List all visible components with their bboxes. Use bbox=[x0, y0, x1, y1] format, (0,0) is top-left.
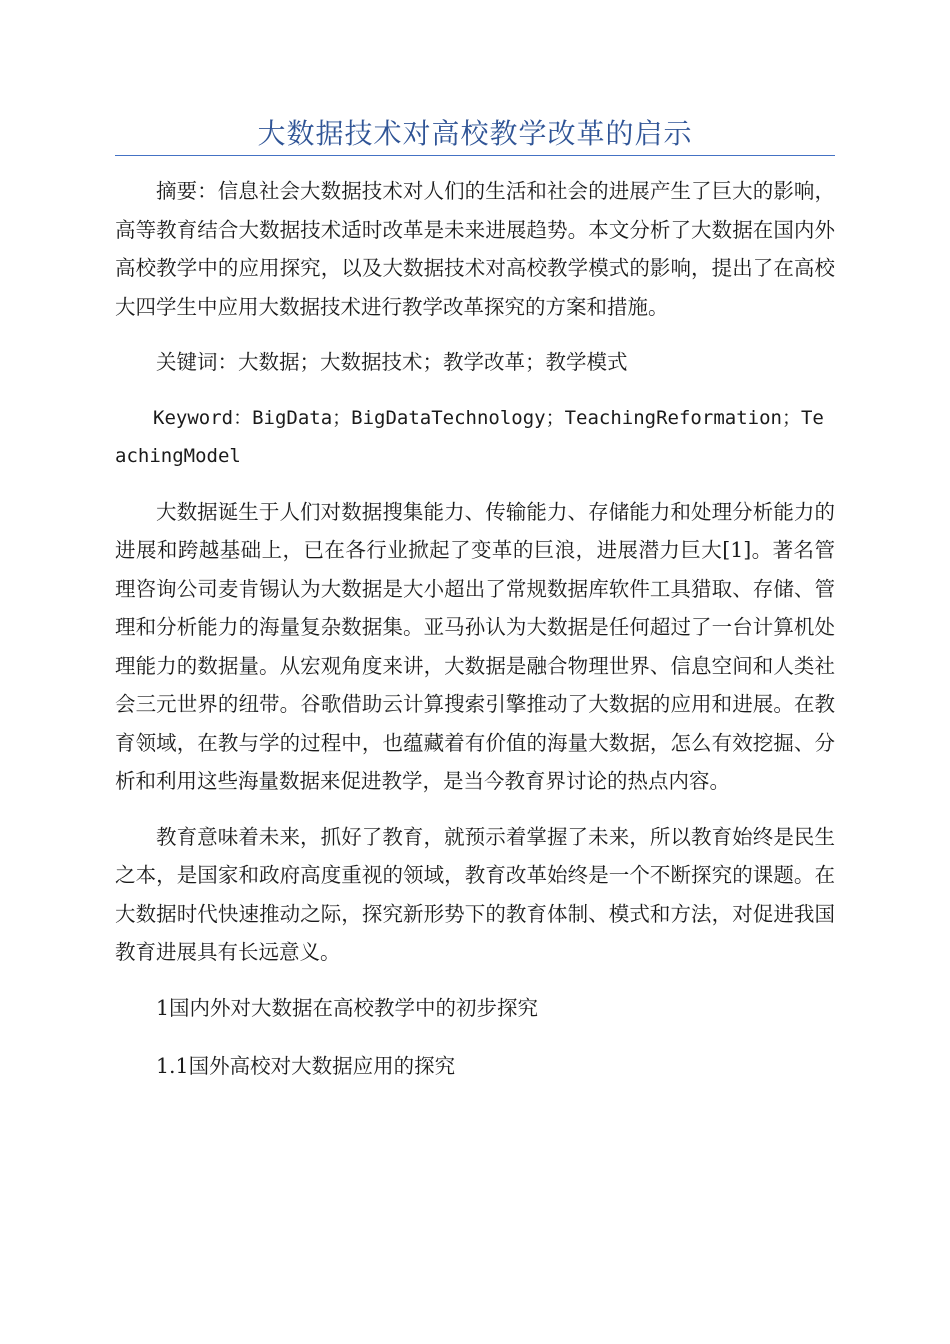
keywords-english: Keyword：BigData；BigDataTechnology；TeachingReformation；TeachingModel bbox=[115, 406, 824, 467]
document-title: 大数据技术对高校教学改革的启示 bbox=[257, 117, 693, 150]
abstract-paragraph: 摘要：信息社会大数据技术对人们的生活和社会的进展产生了巨大的影响，高等教育结合大数据技术适时改革是未来进展趋势。本文分析了大数据在国内外高校教学中的应用探究，以及大数据技术对高校教学模式的影响，提出了在高校大四学生中应用大数据技术进行教学改革探究的方案和措施。 bbox=[115, 179, 835, 319]
body-paragraph-1: 大数据诞生于人们对数据搜集能力、传输能力、存储能力和处理分析能力的进展和跨越基础上，已在各行业掀起了变革的巨浪，进展潜力巨大[1]。著名管理咨询公司麦肯锡认为大数据是大小超出了常规数据库软件工具猎取、存储、管理和分析能力的海量复杂数据集。亚马孙认为大数据是任何超过了一台计算机处理能力的数据量。从宏观角度来讲，大数据是融合物理世界、信息空间和人类社会三元世界的纽带。谷歌借助云计算搜索引擎推动了大数据的应用和进展。在教育领域，在教与学的过程中，也蕴藏着有价值的海量大数据，怎么有效挖掘、分析和利用这些海量数据来促进教学，是当今教育界讨论的热点内容。 bbox=[115, 499, 835, 793]
title-underline bbox=[115, 155, 835, 156]
section-heading-1-1: 1.1国外高校对大数据应用的探究 bbox=[156, 1054, 456, 1078]
document-body bbox=[115, 172, 835, 1106]
body-paragraph-2: 教育意味着未来，抓好了教育，就预示着掌握了未来，所以教育始终是民生之本，是国家和政府高度重视的领域，教育改革始终是一个不断探究的课题。在大数据时代快速推动之际，探究新形势下的教育体制、模式和方法，对促进我国教育进展具有长远意义。 bbox=[115, 824, 835, 964]
keywords-chinese: 关键词：大数据；大数据技术；教学改革；教学模式 bbox=[156, 350, 628, 374]
section-heading-1: 1国内外对大数据在高校教学中的初步探究 bbox=[156, 995, 539, 1020]
